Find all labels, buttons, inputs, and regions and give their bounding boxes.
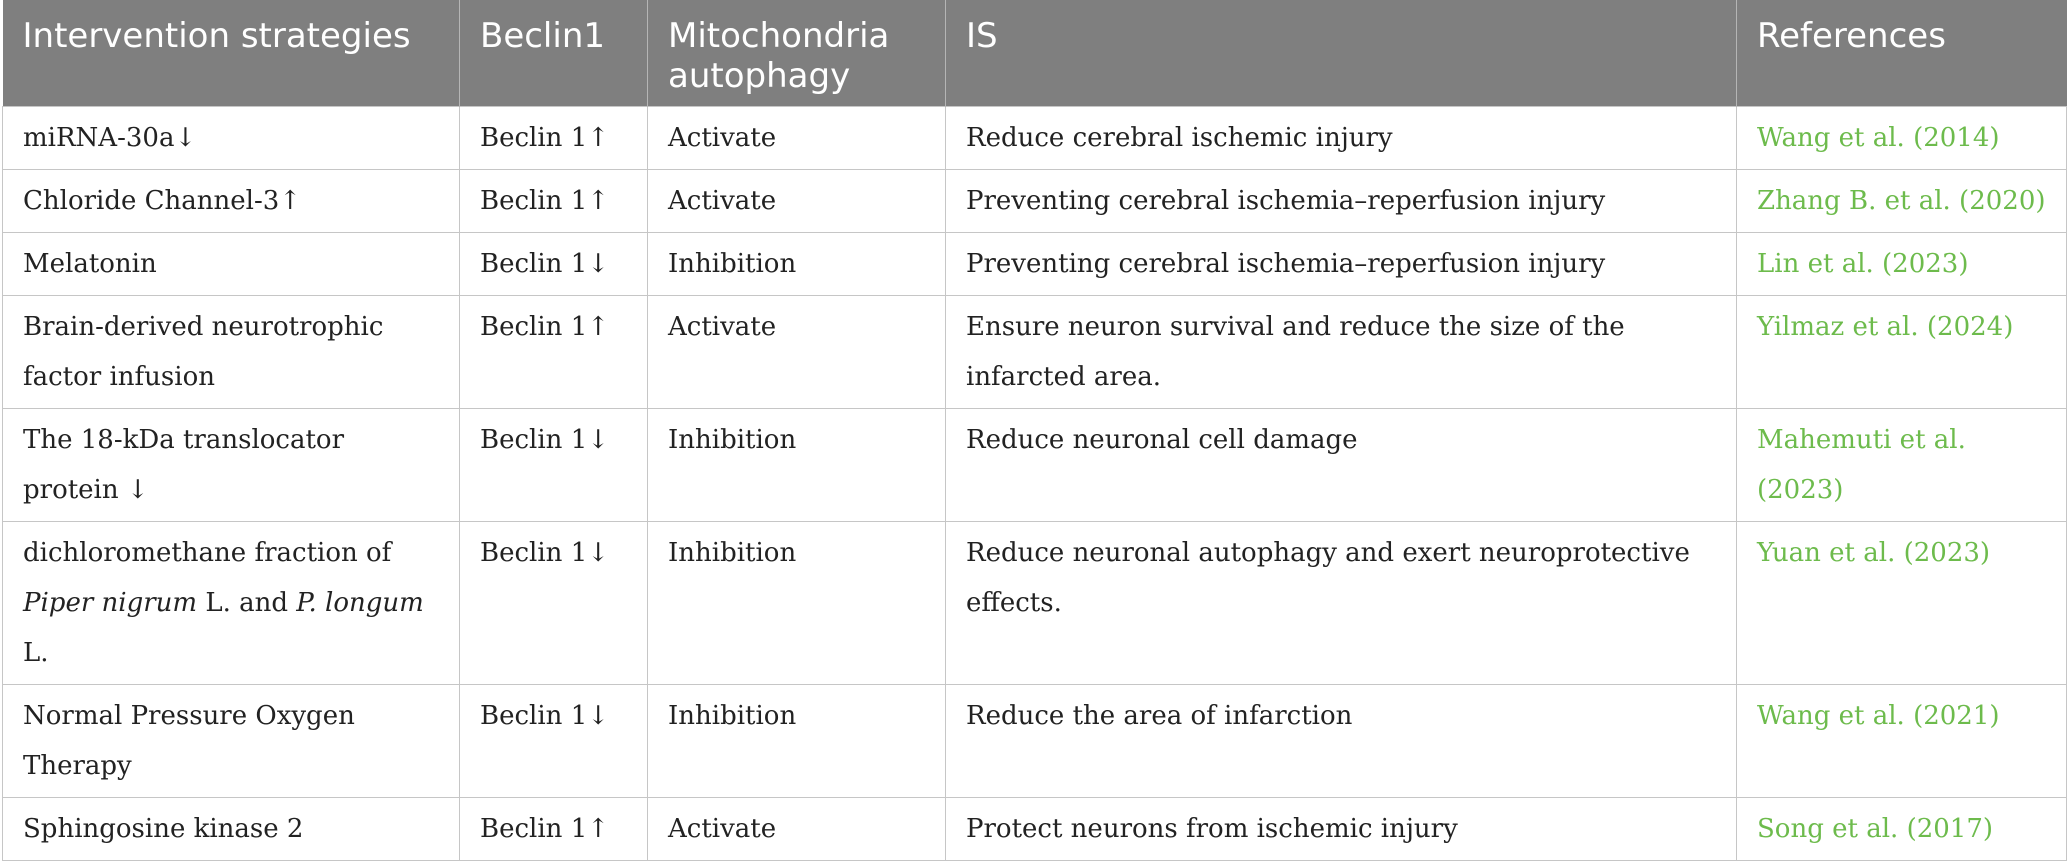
column-header-references: References bbox=[1737, 0, 2067, 107]
beclin-cell: Beclin 1↑ bbox=[460, 296, 648, 409]
species-name-italic: P. longum bbox=[296, 588, 424, 618]
autophagy-cell: Activate bbox=[648, 798, 946, 861]
is-cell: Reduce cerebral ischemic injury bbox=[946, 107, 1737, 170]
intervention-cell bbox=[3, 522, 460, 685]
column-header-mitochondria-autophagy: Mitochondria autophagy bbox=[648, 0, 946, 107]
is-cell: Protect neurons from ischemic injury bbox=[946, 798, 1737, 861]
is-cell: Preventing cerebral ischemia–reperfusion injury bbox=[946, 170, 1737, 233]
autophagy-cell: Inhibition bbox=[648, 685, 946, 798]
beclin-cell: Beclin 1↑ bbox=[460, 170, 648, 233]
autophagy-cell: Inhibition bbox=[648, 409, 946, 522]
table-row bbox=[3, 107, 2067, 170]
is-cell: Reduce neuronal autophagy and exert neuroprotective effects. bbox=[946, 522, 1737, 685]
is-cell: Ensure neuron survival and reduce the size of the infarcted area. bbox=[946, 296, 1737, 409]
table-row bbox=[3, 685, 2067, 798]
is-cell: Reduce the area of infarction bbox=[946, 685, 1737, 798]
intervention-text-part: L. and bbox=[197, 588, 297, 618]
table-row bbox=[3, 233, 2067, 296]
beclin-cell: Beclin 1↑ bbox=[460, 107, 648, 170]
reference-link[interactable]: Wang et al. (2014) bbox=[1737, 107, 2067, 170]
column-header-intervention: Intervention strategies bbox=[3, 0, 460, 107]
reference-link[interactable]: Mahemuti et al. (2023) bbox=[1737, 409, 2067, 522]
reference-link[interactable]: Zhang B. et al. (2020) bbox=[1737, 170, 2067, 233]
autophagy-cell: Activate bbox=[648, 107, 946, 170]
intervention-cell: Brain-derived neurotrophic factor infusion bbox=[3, 296, 460, 409]
beclin-cell: Beclin 1↓ bbox=[460, 409, 648, 522]
intervention-text-part: L. bbox=[23, 638, 49, 668]
intervention-cell: Chloride Channel-3↑ bbox=[3, 170, 460, 233]
table-row bbox=[3, 798, 2067, 861]
column-header-is: IS bbox=[946, 0, 1737, 107]
reference-link[interactable]: Wang et al. (2021) bbox=[1737, 685, 2067, 798]
beclin-cell: Beclin 1↓ bbox=[460, 522, 648, 685]
autophagy-cell: Inhibition bbox=[648, 522, 946, 685]
table-row bbox=[3, 409, 2067, 522]
intervention-cell: miRNA-30a↓ bbox=[3, 107, 460, 170]
species-name-italic: Piper nigrum bbox=[23, 588, 198, 618]
intervention-cell: The 18-kDa translocator protein ↓ bbox=[3, 409, 460, 522]
autophagy-cell: Activate bbox=[648, 296, 946, 409]
header-row bbox=[3, 0, 2067, 107]
is-cell: Reduce neuronal cell damage bbox=[946, 409, 1737, 522]
beclin-cell: Beclin 1↓ bbox=[460, 685, 648, 798]
reference-link[interactable]: Song et al. (2017) bbox=[1737, 798, 2067, 861]
beclin-cell: Beclin 1↓ bbox=[460, 233, 648, 296]
column-header-beclin1: Beclin1 bbox=[460, 0, 648, 107]
intervention-text-part: dichloromethane fraction of bbox=[23, 538, 392, 568]
beclin-cell: Beclin 1↑ bbox=[460, 798, 648, 861]
intervention-cell: Normal Pressure Oxygen Therapy bbox=[3, 685, 460, 798]
is-cell: Preventing cerebral ischemia–reperfusion injury bbox=[946, 233, 1737, 296]
autophagy-cell: Inhibition bbox=[648, 233, 946, 296]
intervention-cell: Melatonin bbox=[3, 233, 460, 296]
table-row bbox=[3, 170, 2067, 233]
reference-link[interactable]: Lin et al. (2023) bbox=[1737, 233, 2067, 296]
reference-link[interactable]: Yuan et al. (2023) bbox=[1737, 522, 2067, 685]
reference-link[interactable]: Yilmaz et al. (2024) bbox=[1737, 296, 2067, 409]
intervention-cell: Sphingosine kinase 2 bbox=[3, 798, 460, 861]
table-row bbox=[3, 296, 2067, 409]
autophagy-cell: Activate bbox=[648, 170, 946, 233]
table-row bbox=[3, 522, 2067, 685]
intervention-table bbox=[2, 0, 2067, 861]
